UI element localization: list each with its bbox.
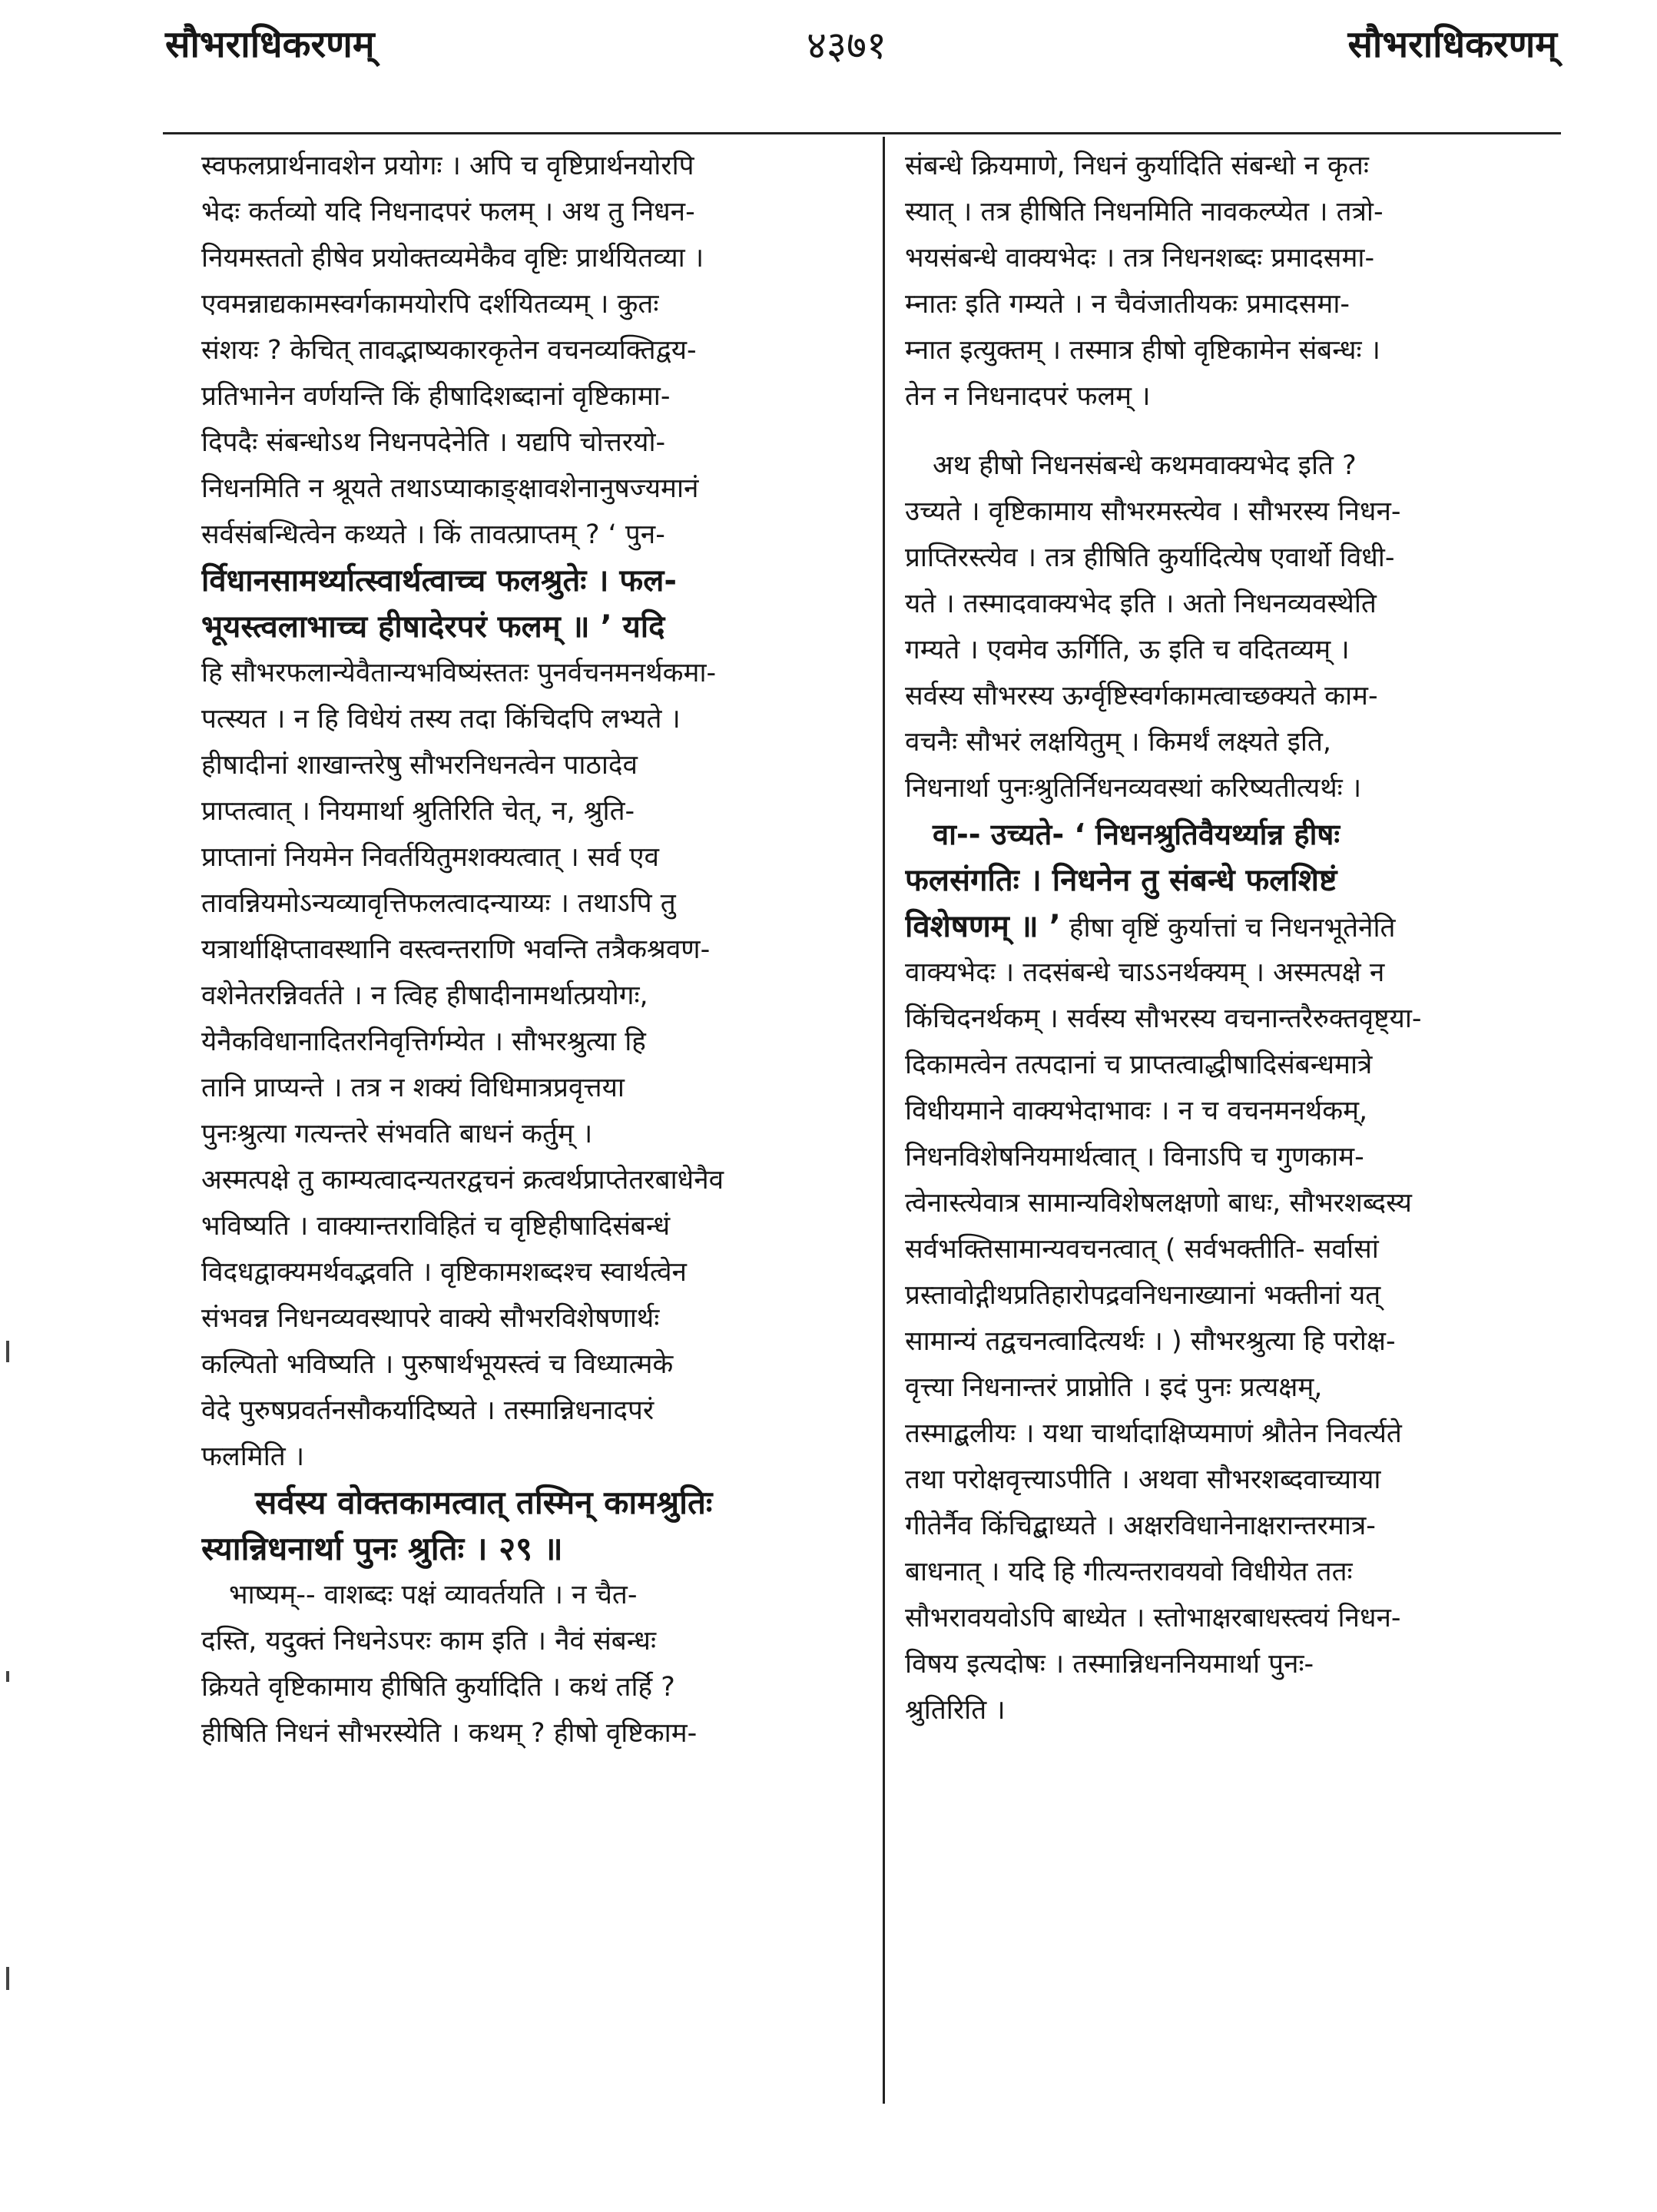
text-line: प्रतिभानेन वर्णयन्ति किं हीषादिशब्दानां वृष्टिकामा- <box>201 381 671 412</box>
text-line: दिकामत्वेन तत्पदानां च प्राप्तत्वाद्धीषादिसंबन्धमात्रे <box>905 1050 1373 1080</box>
vartika-rest: हीषा वृष्टिं कुर्यात्तां च निधनभूतेनेति <box>1060 913 1396 943</box>
bhashya-line: भाष्यम्-- वाशब्दः पक्षं व्यावर्तयति । न चैत- <box>229 1580 638 1610</box>
text-line: भयसंबन्धे वाक्यभेदः । तत्र निधनशब्दः प्रमादसमा- <box>905 243 1375 274</box>
quoted-verse-line: र्विधानसामर्थ्यात्स्वार्थत्वाच्च फलश्रुतेः । फल- <box>201 563 677 599</box>
text-line: तेन न निधनादपरं फलम् । <box>905 381 1151 412</box>
text-line: भेदः कर्तव्यो यदि निधनादपरं फलम् । अथ तु निधन- <box>201 197 695 227</box>
text-line: भविष्यति । वाक्यान्तराविहितं च वृष्टिहीषादिसंबन्धं <box>201 1211 671 1242</box>
text-line: वृत्त्या निधनान्तरं प्राप्नोति । इदं पुनः प्रत्यक्षम्, <box>905 1372 1323 1403</box>
text-line: संभवन्न निधनव्यवस्थापरे वाक्ये सौभरविशेषणार्थः <box>201 1303 660 1334</box>
text-line: दिपदैः संबन्धोऽथ निधनपदेनेति । यद्यपि चोत्तरयो- <box>201 427 666 458</box>
text-line: तानि प्राप्यन्ते । तत्र न शक्यं विधिमात्रप्रवृत्तया <box>201 1073 625 1103</box>
text-line: अथ हीषो निधनसंबन्धे कथमवाक्यभेद इति ? <box>933 450 1357 481</box>
column-divider <box>883 137 885 2104</box>
text-line: हीषिति निधनं सौभरस्येति । कथम् ? हीषो वृष्टिकाम- <box>201 1718 698 1749</box>
text-line: यते । तस्मादवाक्यभेद इति । अतो निधनव्यवस्थेति <box>905 589 1377 619</box>
vartika-line: फलसंगतिः । निधनेन तु संबन्धे फलशिष्टं <box>905 863 1337 898</box>
text-line: श्रुतिरिति । <box>905 1695 1006 1726</box>
text-line: निधनार्था पुनःश्रुतिर्निधनव्यवस्थां करिष्यतीत्यर्थः । <box>905 773 1362 804</box>
page-number: ४३७१ <box>807 23 886 68</box>
text-line: सौभरावयवोऽपि बाध्येत । स्तोभाक्षरबाधस्त्वयं निधन- <box>905 1603 1401 1633</box>
vartika-line <box>905 904 1562 950</box>
text-line: पत्स्यत । न हि विधेयं तस्य तदा किंचिदपि लभ्यते । <box>201 704 681 735</box>
text-line: बाधनात् । यदि हि गीत्यन्तरावयवो विधीयेत ततः <box>905 1557 1353 1587</box>
vartika-line: वा-- उच्यते- ‘ निधनश्रुतिवैयर्थ्यान्न हीषः <box>933 817 1341 851</box>
text-line: हि सौभरफलान्येवैतान्यभविष्यंस्ततः पुनर्वचनमनर्थकमा- <box>201 658 717 688</box>
text-line: प्राप्तिरस्त्येव । तत्र हीषिति कुर्यादित्येष एवार्थो विधी- <box>905 542 1395 573</box>
running-header-right: सौभराधिकरणम् <box>1347 23 1557 66</box>
right-column <box>905 143 1562 1733</box>
text-line: वाक्यभेदः । तदसंबन्धे चाऽऽनर्थक्यम् । अस्मत्पक्षे न <box>905 957 1385 988</box>
text-line: म्नात इत्युक्तम् । तस्मात्र हीषो वृष्टिकामेन संबन्धः । <box>905 335 1380 366</box>
text-line: संबन्धे क्रियमाणे, निधनं कुर्यादिति संबन्धो न कृतः <box>905 151 1369 181</box>
text-line: प्राप्तत्वात् । नियमार्था श्रुतिरिति चेत्, न, श्रुति- <box>201 796 635 827</box>
text-line: सर्वभक्तिसामान्यवचनत्वात् ( सर्वभक्तीति- सर्वासां <box>905 1234 1379 1265</box>
left-column <box>201 143 860 1756</box>
text-line: सामान्यं तद्वचनत्वादित्यर्थः । ) सौभरश्रुत्या हि परोक्ष- <box>905 1326 1396 1357</box>
text-line: उच्यते । वृष्टिकामाय सौभरमस्त्येव । सौभरस्य निधन- <box>905 496 1401 527</box>
text-line: स्यात् । तत्र हीषिति निधनमिति नावकल्प्येत । तत्रो- <box>905 197 1384 227</box>
text-line: निधनविशेषनियमार्थत्वात् । विनाऽपि च गुणकाम- <box>905 1142 1364 1172</box>
sutra-line: सर्वस्य वोक्तकामत्वात् तस्मिन् कामश्रुतिः <box>255 1484 713 1521</box>
text-line: दस्ति, यदुक्तं निधनेऽपरः काम इति । नैवं संबन्धः <box>201 1626 657 1657</box>
text-line: विधीयमाने वाक्यभेदाभावः । न च वचनमनर्थकम्, <box>905 1096 1368 1126</box>
text-line: किंचिदनर्थकम् । सर्वस्य सौभरस्य वचनान्तरैरुक्तवृष्ट्या- <box>905 1003 1422 1034</box>
text-line: वचनैः सौभरं लक्षयितुम् । किमर्थं लक्ष्यते इति, <box>905 727 1332 758</box>
running-header-left: सौभराधिकरणम् <box>165 23 375 66</box>
text-line: यत्रार्थाक्षिप्तावस्थानि वस्त्वन्तराणि भवन्ति तत्रैकश्रवण- <box>201 934 711 965</box>
text-line: तावन्नियमोऽन्यव्यावृत्तिफलत्वादन्याय्यः । तथाऽपि तु <box>201 888 676 919</box>
margin-mark <box>6 1967 9 1990</box>
text-line: कल्पितो भविष्यति । पुरुषार्थभूयस्त्वं च विध्यात्मके <box>201 1349 674 1380</box>
text-line: त्वेनास्त्येवात्र सामान्यविशेषलक्षणो बाधः, सौभरशब्दस्य <box>905 1188 1412 1219</box>
text-line: प्राप्तानां नियमेन निवर्तयितुमशक्यत्वात् । सर्व एव <box>201 842 659 873</box>
margin-mark <box>6 1341 9 1362</box>
text-line: क्रियते वृष्टिकामाय हीषिति कुर्यादिति । कथं तर्हि ? <box>201 1672 675 1703</box>
text-line: एवमन्नाद्यकामस्वर्गकामयोरपि दर्शयितव्यम् । कुतः <box>201 289 659 320</box>
header-rule <box>163 132 1561 134</box>
text-line: निधनमिति न श्रूयते तथाऽप्याकाङ्क्षावशेनानुषज्यमानं <box>201 473 699 504</box>
text-line: गीतेर्नैव किंचिद्बाध्यते । अक्षरविधानेनाक्षरान्तरमात्र- <box>905 1511 1376 1541</box>
text-line: म्नातः इति गम्यते । न चैवंजातीयकः प्रमादसमा- <box>905 289 1350 320</box>
text-line: वेदे पुरुषप्रवर्तनसौकर्यादिष्यते । तस्मान्निधनादपरं <box>201 1395 655 1426</box>
text-line: स्वफलप्रार्थनावशेन प्रयोगः । अपि च वृष्टिप्रार्थनयोरपि <box>201 151 694 181</box>
margin-mark <box>6 1671 9 1682</box>
text-line: संशयः ? केचित् तावद्भाष्यकारकृतेन वचनव्यक्तिद्वय- <box>201 335 697 366</box>
text-line: सर्वस्य सौभरस्य ऊर्ग्वृष्टिस्वर्गकामत्वाच्छक्यते काम- <box>905 681 1378 711</box>
text-line: सर्वसंबन्धित्वेन कथ्यते । किं तावत्प्राप्तम् ? ‘ पुन- <box>201 519 665 550</box>
text-line: विदधद्वाक्यमर्थवद्भवति । वृष्टिकामशब्दश्च स्वार्थत्वेन <box>201 1257 687 1288</box>
text-line: वशेनेतरन्निवर्तते । न त्विह हीषादीनामर्थात्प्रयोगः, <box>201 980 648 1011</box>
text-line: विषय इत्यदोषः । तस्मान्निधननियमार्था पुनः- <box>905 1649 1314 1680</box>
text-line: तथा परोक्षवृत्त्याऽपीति । अथवा सौभरशब्दवाच्याया <box>905 1464 1381 1495</box>
text-line: पुनःश्रुत्या गत्यन्तरे संभवति बाधनं कर्तुम् । <box>201 1119 593 1149</box>
text-line: तस्माद्बलीयः । यथा चार्थादाक्षिप्यमाणं श्रौतेन निवर्त्यते <box>905 1418 1402 1449</box>
text-line: हीषादीनां शाखान्तरेषु सौभरनिधनत्वेन पाठादेव <box>201 750 638 781</box>
sutra-line: स्यान्निधनार्था पुनः श्रुतिः । २९ ॥ <box>201 1530 563 1567</box>
quoted-verse-line: भूयस्त्वलाभाच्च हीषादेरपरं फलम् ॥ ’ यदि <box>201 609 665 645</box>
text-line: नियमस्ततो हीषेव प्रयोक्तव्यमेकैव वृष्टिः प्रार्थयितव्या । <box>201 243 704 274</box>
text-line: फलमिति । <box>201 1441 305 1472</box>
text-line: येनैकविधानादितरनिवृत्तिर्गम्येत । सौभरश्रुत्या हि <box>201 1026 646 1057</box>
text-line: प्रस्तावोद्गीथप्रतिहारोपद्रवनिधनाख्यानां भक्तीनां यत् <box>905 1280 1381 1311</box>
text-line: अस्मत्पक्षे तु काम्यत्वादन्यतरद्वचनं क्रत्वर्थप्राप्तेतरबाधेनैव <box>201 1165 724 1196</box>
vartika-bold-part: विशेषणम् ॥ ’ <box>905 909 1061 944</box>
text-line: गम्यते । एवमेव ऊर्गिति, ऊ इति च वदितव्यम् । <box>905 635 1350 665</box>
